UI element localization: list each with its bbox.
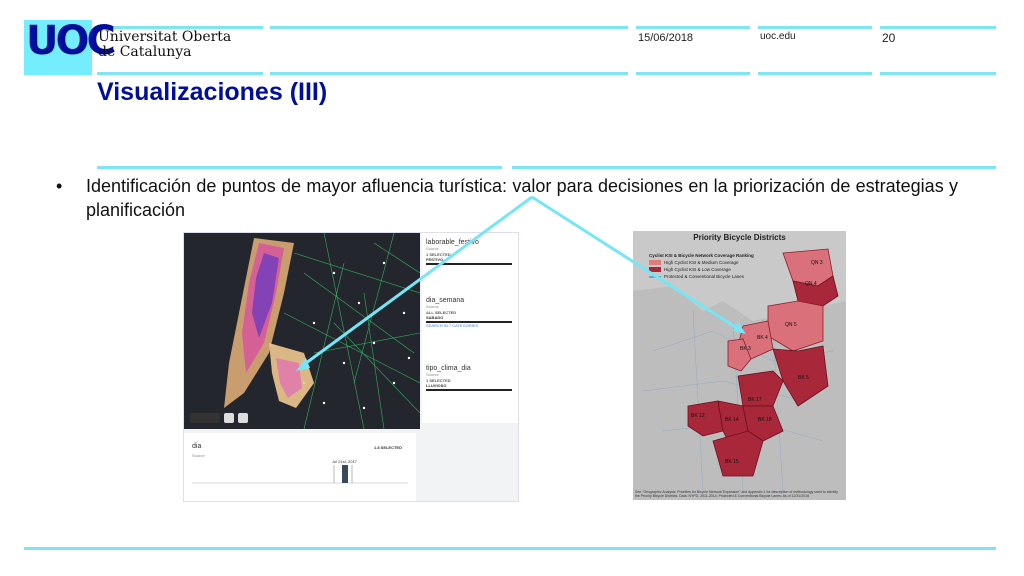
arrow-to-district-map	[532, 197, 740, 330]
institution-line2: de Catalunya	[98, 44, 192, 60]
timeline-date: Jul 21st, 2017	[332, 459, 357, 464]
filter-search-link[interactable]: SEARCH IN 7 CATEGORIES	[426, 323, 479, 328]
district-label: BK 3	[740, 346, 751, 352]
filter-value: LLUVIOSO	[426, 383, 447, 388]
district-label: BK 12	[691, 413, 705, 419]
filter-selected: ALL SELECTED	[426, 310, 457, 315]
legend-title: Cyclist KSI & Bicycle Network Coverage Ranking	[649, 253, 754, 258]
filter-name: tipo_clima_dia	[426, 365, 471, 372]
filter-value: FESTIVO	[426, 257, 444, 262]
timeline-selected: 1.8 SELECTED	[373, 445, 402, 450]
legend-label: High Cyclist KSI & Low Coverage	[664, 267, 731, 272]
filter-source: Source	[426, 246, 439, 251]
filter-source: Source	[426, 372, 439, 377]
map-title: Priority Bicycle Districts	[693, 233, 786, 242]
filter-selected: 1 SELECTED	[426, 252, 451, 257]
district-label: BK 5	[798, 375, 809, 381]
arrow-to-hexmap	[302, 197, 532, 366]
district-label: QN 3	[811, 260, 823, 266]
header-date: 15/06/2018	[638, 32, 694, 44]
district-label: QN 5	[785, 322, 797, 328]
filter-name: dia_semana	[426, 297, 465, 304]
filter-value: SABADO	[426, 315, 444, 320]
institution-line1: Universitat Oberta	[98, 29, 232, 45]
slide-title: Visualizaciones (III)	[97, 78, 328, 106]
header-site[interactable]: uoc.edu	[760, 31, 796, 42]
district-label: QN 4	[805, 281, 817, 287]
logo-mark-text: UOC	[26, 18, 113, 64]
map-footnote: See "Geographic Analysis: Priorities for Bicycle Network Expansion" and Appendix 1 for description of methodology used to identify the Priority Bicycle Districts. Data: NYPD, 2011-2014; Protected & Conventional Bicycle Lanes: As of 12/31/2016	[635, 490, 838, 498]
bullet-text: Identificación de puntos de mayor afluencia turística: valor para decisiones en la priorización de estrategias y planificación	[86, 176, 958, 220]
filter-selected: 1 SELECTED	[426, 378, 451, 383]
timeline-name: dia	[192, 443, 202, 450]
bullet-marker: •	[56, 176, 63, 196]
legend-label: High Cyclist KSI & Medium Coverage	[664, 260, 739, 265]
filter-name: laborable_festivo	[426, 239, 479, 246]
footer-rule	[24, 547, 996, 550]
page-number: 20	[882, 31, 896, 45]
filter-source: Source	[426, 304, 439, 309]
district-label: BK 4	[757, 335, 768, 341]
district-label: BK 17	[748, 397, 762, 403]
district-label: BK 14	[725, 417, 739, 423]
district-label: BK 15	[725, 459, 739, 465]
timeline-source: Source	[192, 453, 205, 458]
legend-label: Protected & Conventional Bicycle Lanes	[664, 274, 745, 279]
district-label: BK 18	[758, 417, 772, 423]
arrowhead-right	[733, 322, 746, 334]
